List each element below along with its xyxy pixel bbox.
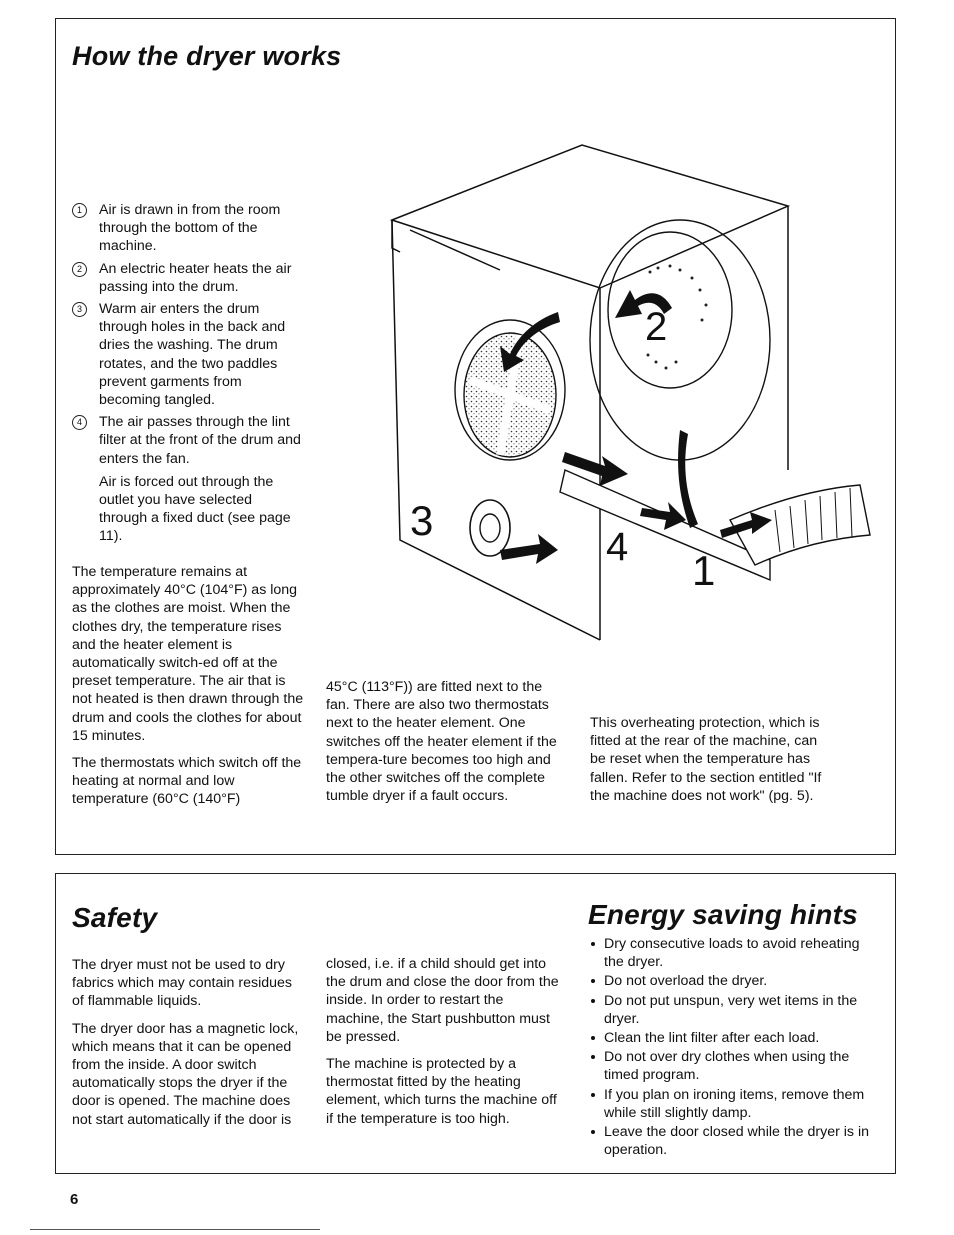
step-item xyxy=(72,201,304,256)
how-steps xyxy=(72,201,304,550)
list-item: Leave the door closed while the dryer is in operation. xyxy=(588,1123,872,1159)
paragraph: The temperature remains at approximately 40°C (104°F) as long as the clothes are moist. When the clothes dry, the temperature rises and the heater element is automatically switch-ed off at the preset temperature. The air that is not heated is then drawn through the drum and cools the clothes for about 15 minutes. xyxy=(72,564,304,744)
energy-list-container xyxy=(588,935,872,1160)
list-item: Dry consecutive loads to avoid reheating the dryer. xyxy=(588,935,872,971)
diagram-label-2: 2 xyxy=(645,305,668,349)
step-continuation: Air is forced out through the outlet you have selected through a fixed duct (see page 11). xyxy=(99,473,291,545)
paragraph: The thermostats which switch off the heating at normal and low temperature (60°C (140°F) xyxy=(72,755,302,808)
list-item: Do not put unspun, very wet items in the dryer. xyxy=(588,992,872,1028)
how-it-works-heading: How the dryer works xyxy=(72,41,342,71)
step-item xyxy=(72,260,304,296)
step-text: Warm air enters the drum through holes in the back and dries the washing. The drum rotates, and the two paddles prevent garments from becoming tangled. xyxy=(99,301,286,409)
step-number-badge: 3 xyxy=(72,302,87,317)
list-item: If you plan on ironing items, remove them while still slightly damp. xyxy=(588,1086,872,1122)
step-text: An electric heater heats the air passing into the drum. xyxy=(99,260,292,295)
paragraph: 45°C (113°F)) are fitted next to the fan. There are also two thermostats next to the heater element. One switches off the heater element if the tempera-ture becomes too high and the other switches off the complete tumble dryer if a fault occurs. xyxy=(326,679,557,805)
safety-heading: Safety xyxy=(72,902,158,933)
cabinet-outline xyxy=(392,145,788,640)
list-item: Do not over dry clothes when using the timed program. xyxy=(588,1048,872,1084)
page-number: 6 xyxy=(70,1191,79,1208)
step-item xyxy=(72,413,304,545)
footer-rule xyxy=(30,1229,320,1230)
drum-outline xyxy=(590,220,770,460)
safety-col1-text xyxy=(72,956,304,1138)
paragraph: The dryer door has a magnetic lock, which means that it can be opened from the inside. A door switch automatically stops the dryer if the door is opened. The machine does not start automatically if the door is xyxy=(72,1020,299,1128)
paragraph: This overheating protection, which is fitted at the rear of the machine, can be reset when the temperature has fallen. Refer to the section entitled "If the machine does not work" (pg. 5). xyxy=(590,715,822,804)
energy-heading: Energy saving hints xyxy=(588,899,858,930)
diagram-label-3: 3 xyxy=(410,497,434,544)
step-text: The air passes through the lint filter at the front of the drum and enters the fan. xyxy=(99,414,301,467)
step-number-badge: 4 xyxy=(72,415,87,430)
how-col1-text xyxy=(72,563,304,818)
diagram-label-1: 1 xyxy=(692,547,716,594)
paragraph: The machine is protected by a thermostat fitted by the heating element, which turns the machine off if the temperature is too high. xyxy=(326,1056,557,1127)
safety-col2-text xyxy=(326,955,564,1137)
step-number-badge: 1 xyxy=(72,203,87,218)
list-item: Clean the lint filter after each load. xyxy=(588,1029,872,1047)
diagram-label-4: 4 xyxy=(606,525,629,569)
dryer-airflow-diagram xyxy=(380,140,880,650)
steps-list xyxy=(72,201,304,546)
paragraph: closed, i.e. if a child should get into the drum and close the door from the inside. In order to restart the machine, the Start pushbutton must be pressed. xyxy=(326,956,559,1045)
fan-housing xyxy=(470,500,510,556)
step-item xyxy=(72,300,304,409)
step-number-badge: 2 xyxy=(72,262,87,277)
paragraph: The dryer must not be used to dry fabrics which may contain residues of flammable liquids. xyxy=(72,957,293,1010)
step-text: Air is drawn in from the room through the bottom of the machine. xyxy=(99,202,281,255)
energy-hints-list xyxy=(588,935,872,1159)
how-col2-text xyxy=(326,678,558,814)
list-item: Do not overload the dryer. xyxy=(588,972,872,990)
how-col3-text xyxy=(590,714,830,814)
